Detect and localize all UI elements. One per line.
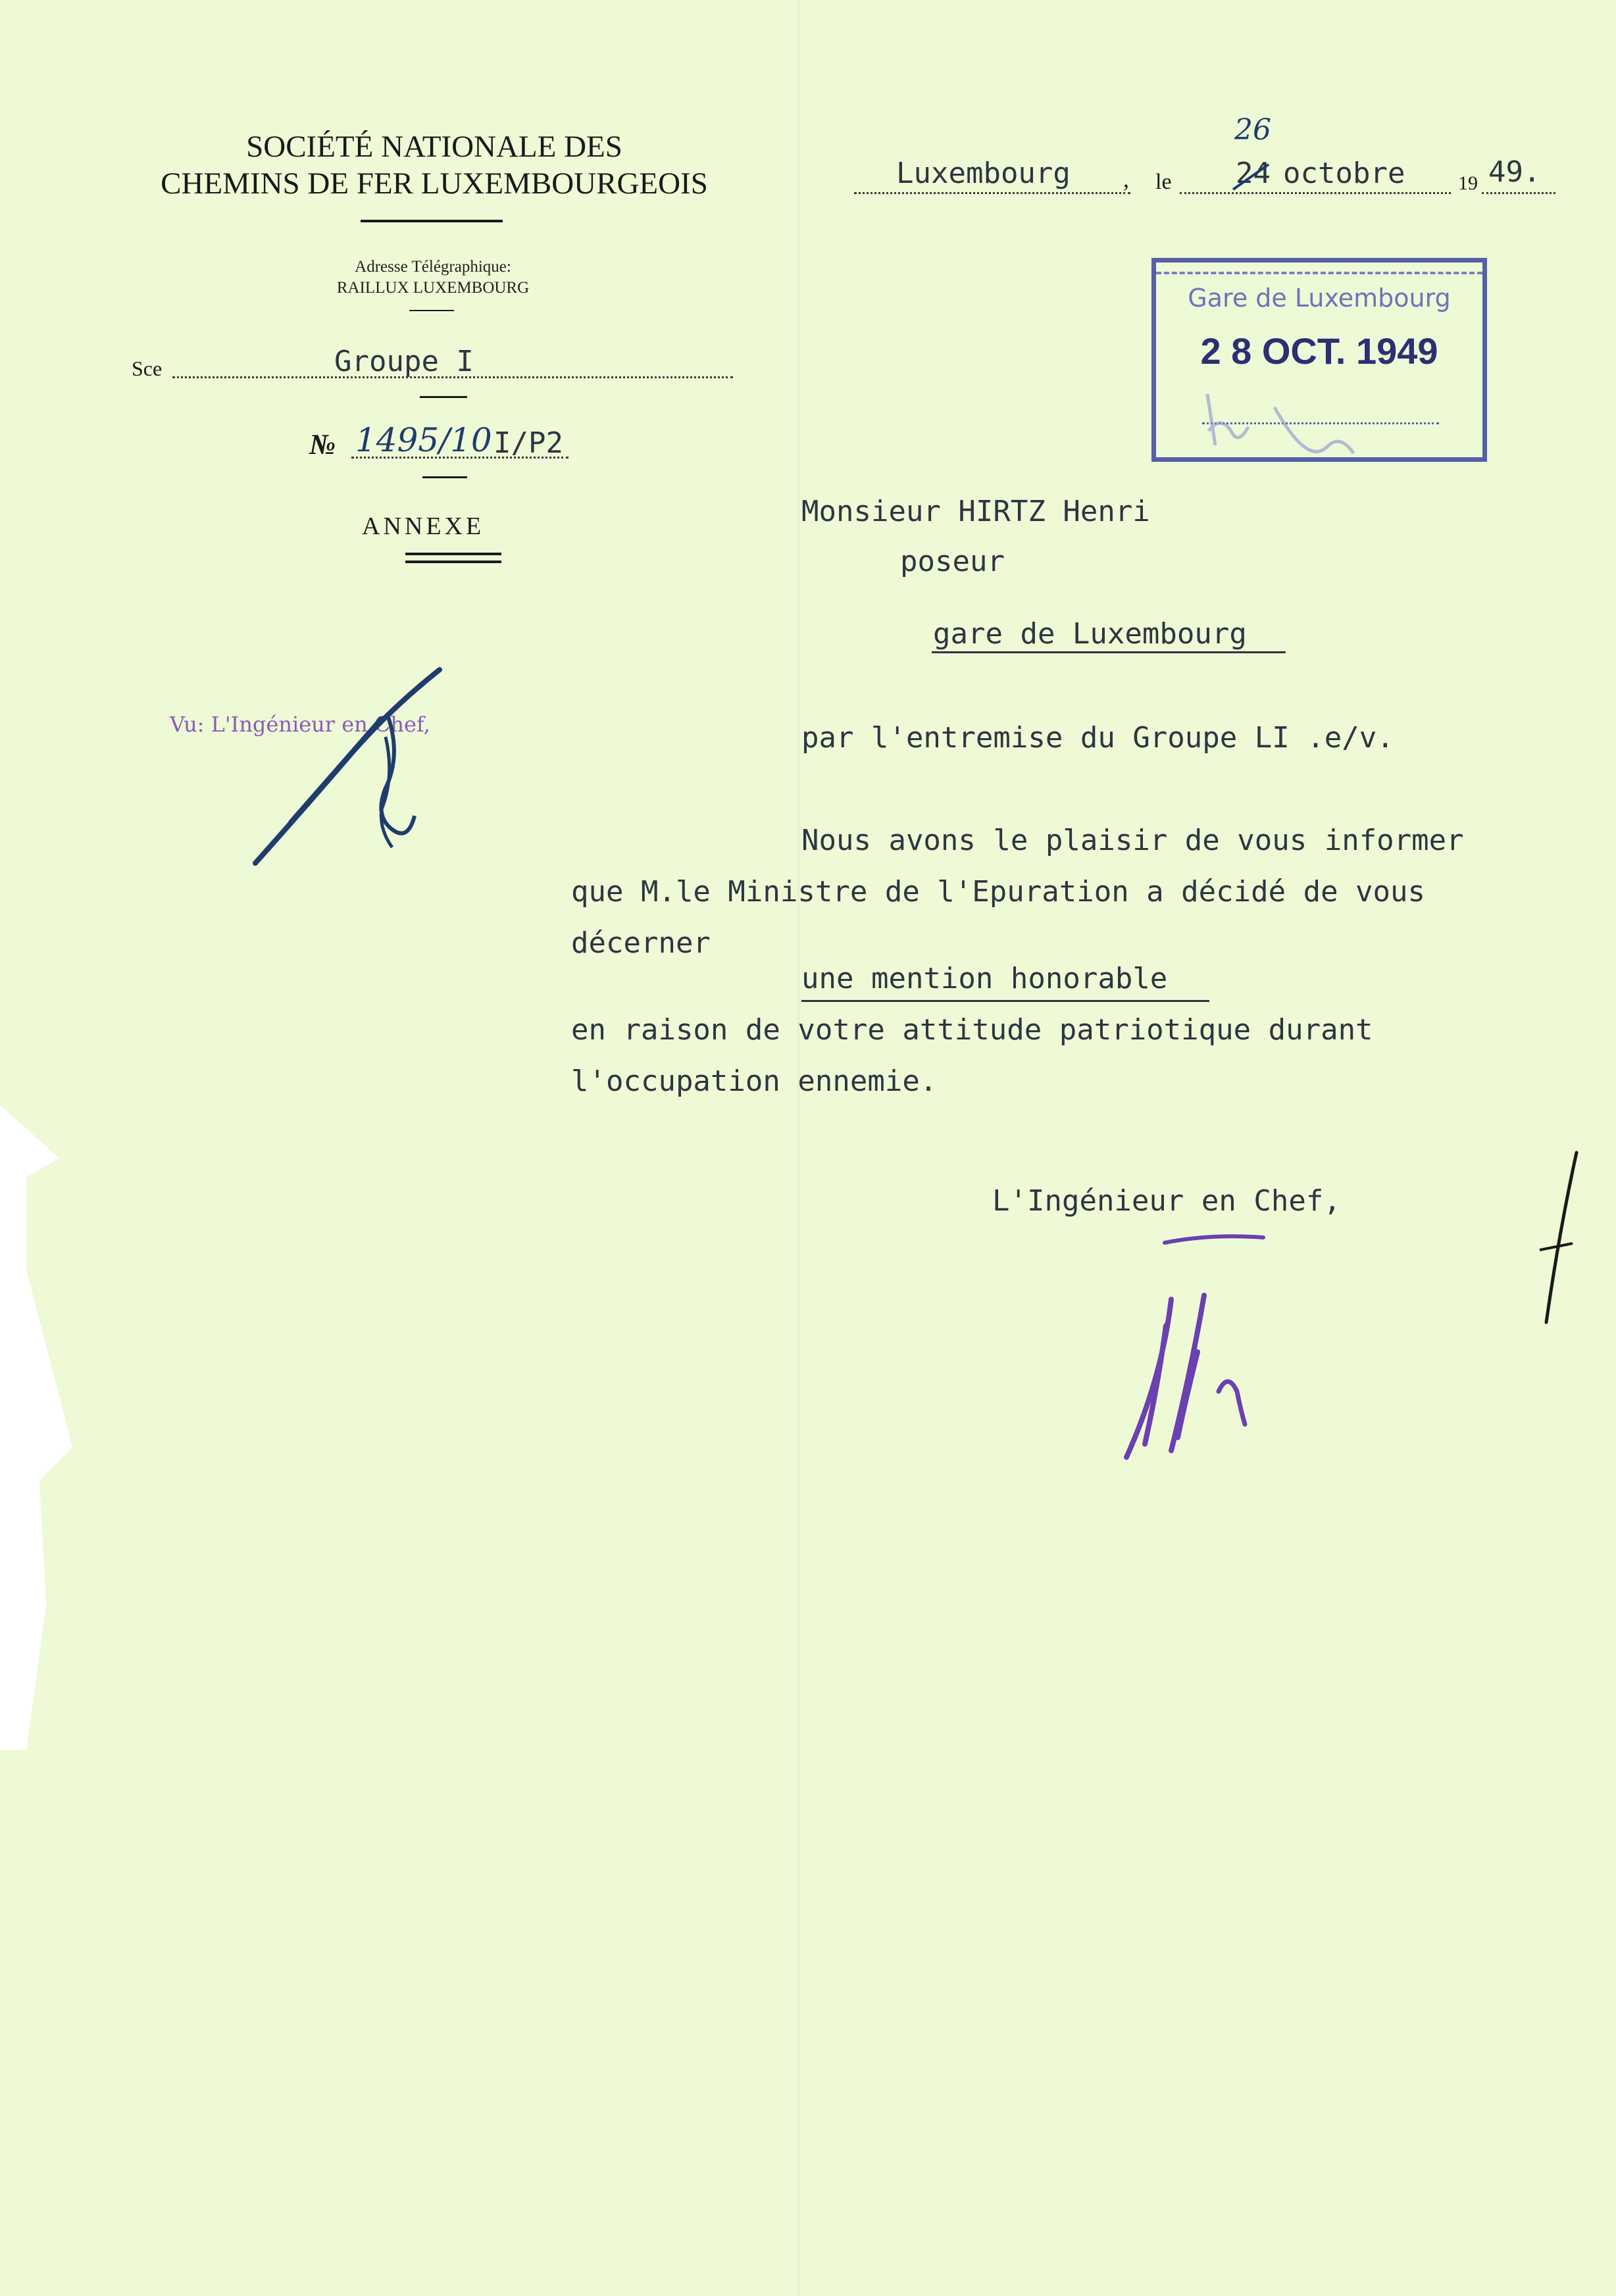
paper-fold bbox=[797, 0, 799, 2296]
body-line-2: que M.le Ministre de l'Epuration a décidé de vous bbox=[571, 875, 1426, 909]
reference-label: № bbox=[309, 428, 336, 461]
reference-handwritten: 1495/10 bbox=[355, 421, 492, 459]
stamp-date: 2 8 OCT. 1949 bbox=[1200, 330, 1438, 372]
date-month: octobre bbox=[1283, 157, 1405, 190]
date-day-typed: 24 bbox=[1236, 157, 1271, 190]
service-value: Groupe I bbox=[334, 345, 474, 378]
date-place: Luxembourg bbox=[896, 157, 1071, 190]
addressee-name: Monsieur HIRTZ Henri bbox=[801, 495, 1150, 528]
reference-divider bbox=[422, 476, 467, 478]
chief-engineer-signature bbox=[1105, 1227, 1316, 1477]
addressee-title: poseur bbox=[900, 545, 1005, 578]
closing-signatory: L'Ingénieur en Chef, bbox=[992, 1184, 1341, 1218]
body-line-3: décerner bbox=[571, 926, 711, 960]
approval-stamp-text: Vu: L'Ingénieur en Chef, bbox=[170, 712, 430, 737]
torn-edge bbox=[0, 1105, 92, 1750]
date-year-prefix: 19 bbox=[1458, 172, 1478, 194]
stamp-dashed-top bbox=[1156, 272, 1482, 274]
telegraph-label: Adresse Télégraphique: bbox=[355, 258, 511, 276]
body-line-1: Nous avons le plaisir de vous informer bbox=[801, 824, 1464, 857]
date-comma: , bbox=[1123, 166, 1129, 192]
service-divider bbox=[420, 396, 467, 398]
addressee-location: gare de Luxembourg bbox=[933, 617, 1247, 651]
service-label: Sce bbox=[132, 357, 163, 380]
date-place-dotted-line bbox=[854, 192, 1130, 194]
telegraph-address: RAILLUX LUXEMBOURG bbox=[336, 279, 530, 297]
reference-typed: I/P2 bbox=[493, 426, 563, 460]
telegraph-divider bbox=[409, 310, 454, 311]
stamp-initials-signature bbox=[1196, 368, 1432, 460]
body-award: une mention honorable bbox=[801, 962, 1168, 995]
body-award-underline bbox=[801, 1000, 1209, 1002]
date-year-dotted-line bbox=[1482, 192, 1555, 194]
org-name-line2: CHEMINS DE FER LUXEMBOURGEOIS bbox=[161, 166, 708, 201]
annexe-underline-2 bbox=[405, 561, 501, 563]
date-year-suffix: 49. bbox=[1488, 155, 1541, 189]
date-day-handwritten: 26 bbox=[1234, 113, 1271, 147]
day-strike-mark bbox=[1229, 161, 1275, 192]
receipt-stamp bbox=[1151, 258, 1487, 462]
body-line-6: l'occupation ennemie. bbox=[571, 1064, 938, 1098]
letterhead-divider bbox=[361, 220, 503, 222]
margin-initial-mark bbox=[1513, 1145, 1592, 1342]
date-le-label: le bbox=[1155, 170, 1172, 194]
annexe-underline-1 bbox=[405, 553, 501, 555]
date-day-dotted-line bbox=[1180, 192, 1451, 194]
addressee-via: par l'entremise du Groupe LI .e/v. bbox=[801, 721, 1394, 755]
addressee-location-underline bbox=[932, 651, 1286, 653]
body-line-5: en raison de votre attitude patriotique durant bbox=[571, 1013, 1373, 1047]
approval-signature bbox=[250, 658, 461, 875]
stamp-station: Gare de Luxembourg bbox=[1188, 284, 1451, 312]
annexe-label: ANNEXE bbox=[362, 512, 485, 540]
org-name-line1: SOCIÉTÉ NATIONALE DES bbox=[246, 130, 622, 164]
